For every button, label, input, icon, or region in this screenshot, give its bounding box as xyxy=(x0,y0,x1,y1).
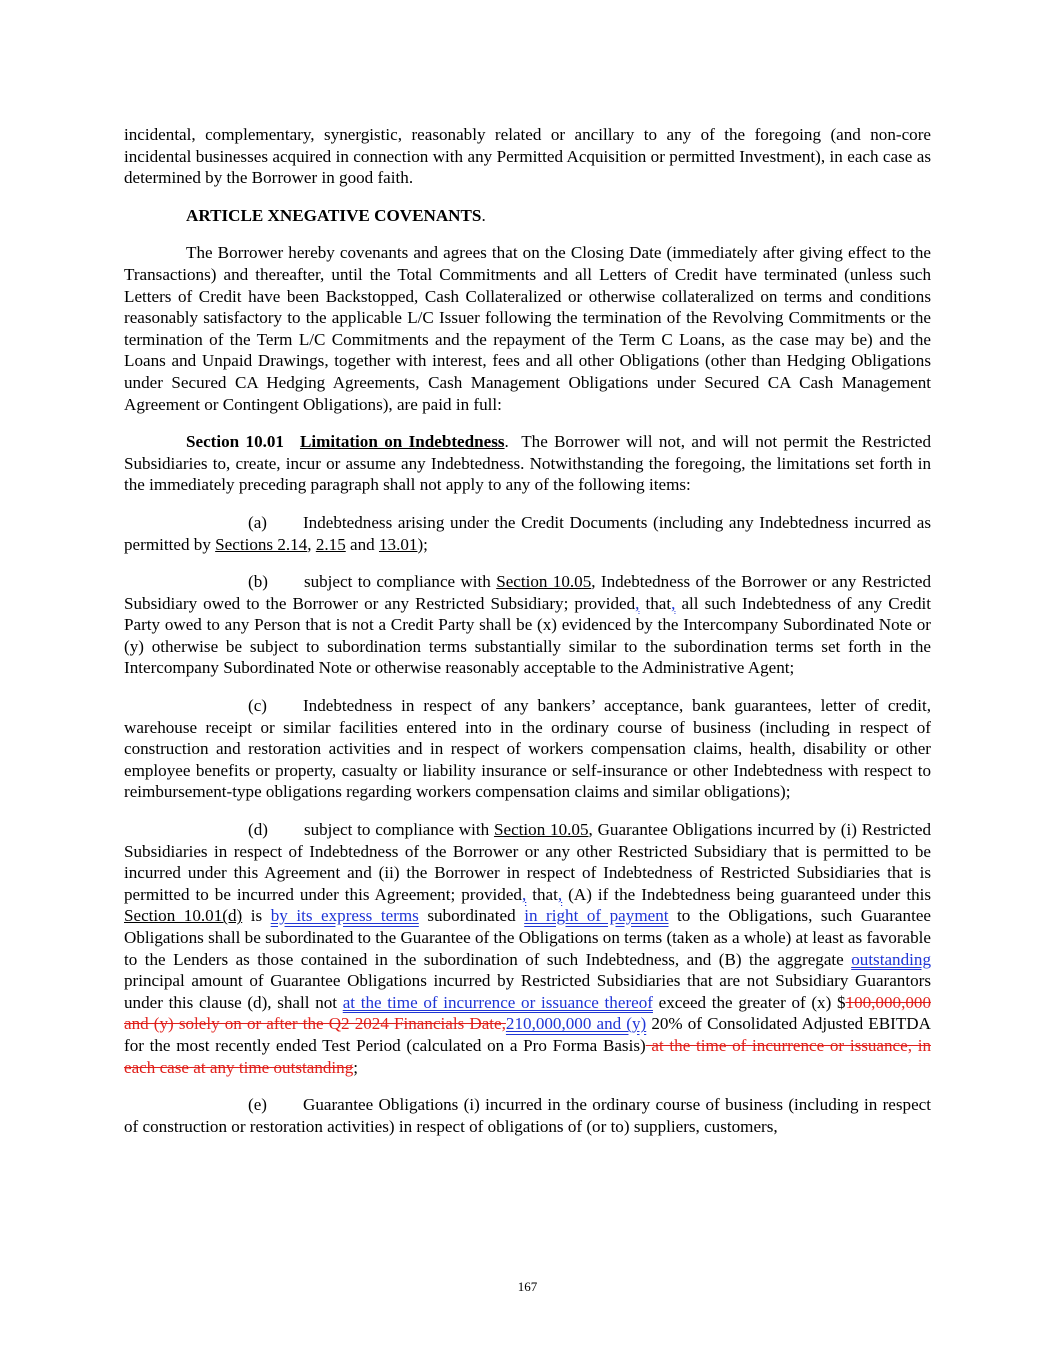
item-e-text: Guarantee Obligations (i) incurred in the ordinary course of business (including in respect of construction or restoration activities) in respect of obligations of (or to) suppliers, customers, xyxy=(124,1095,931,1136)
item-b-text-2: , Indebtedness of the Borrower or any Restricted Subsidiary owed to the Borrower or any Restricted Subsidiary; provided xyxy=(124,572,931,613)
cross-ref-2-15: 2.15 xyxy=(315,534,346,554)
deleted-text-time-of-incurrence: at the time of incurrence or issuance, in each case at any time outstanding xyxy=(124,1035,931,1077)
inserted-text-express-terms: by its express terms xyxy=(270,906,419,926)
item-a-text-2: , xyxy=(307,534,316,554)
item-b-label: (b) xyxy=(248,572,268,592)
inserted-comma: , xyxy=(671,593,676,613)
item-d-label: (d) xyxy=(248,820,268,840)
inserted-text-210m: 210,000,000 and (y) xyxy=(505,1014,647,1034)
document-page xyxy=(124,124,931,1153)
cross-ref-section-10-01-d: Section 10.01(d) xyxy=(124,906,243,926)
page-number: 167 xyxy=(517,1279,538,1294)
item-c-text: Indebtedness in respect of any bankers’ acceptance, bank guarantees, letter of credit, warehouse receipt or similar facilities entered into in the ordinary course of business (including in respect of construction and restoration activities and in respect of workers compensation claims, health, disability or other employee benefits or property, casualty or liability insurance or self-insurance or other Indebtedness with respect to reimbursement-type obligations regarding workers compensation claims and similar obligations); xyxy=(124,696,931,802)
item-e-paragraph xyxy=(124,1094,931,1137)
cross-ref-section-10-05: Section 10.05 xyxy=(493,820,589,840)
item-d-text-3: that xyxy=(526,884,558,904)
item-c-label: (c) xyxy=(248,696,267,716)
article-title-punct: . xyxy=(481,205,486,225)
item-d-text-8: principal amount of Guarantee Obligations incurred by Restricted Subsidiaries that are not Subsidiary Guarantors under this clause (d), shall not xyxy=(124,971,931,1012)
item-d-text-11: ; xyxy=(353,1057,359,1077)
inserted-comma: , xyxy=(635,593,640,613)
deleted-text-100m: 100,000,000 and (y) solely on or after the Q2 2024 Financials Date, xyxy=(124,992,931,1034)
item-d-text-7: to the Obligations, such Guarantee Obligations shall be subordinated to the Guarantee of the Obligations on terms (taken as a whole) at least as favorable to the Lenders as those contained in the subordination of such Indebtedness, and (B) the aggregate xyxy=(124,906,931,969)
item-d-text-5: is xyxy=(242,906,271,926)
item-a-label: (a) xyxy=(248,512,267,532)
inserted-text-outstanding: outstanding xyxy=(851,949,931,969)
item-d-text-9: exceed the greater of (x) $ xyxy=(652,992,846,1012)
section-title: Limitation on Indebtedness xyxy=(299,432,505,452)
item-c-paragraph xyxy=(124,695,931,803)
section-title-punct: . xyxy=(504,432,509,452)
item-d-text-2: , Guarantee Obligations incurred by (i) Restricted Subsidiaries in respect of Indebtedness of the Borrower or any other Restricted Subsidiary that is permitted to be incurred under this Agreement and (ii) the Borrower in respect of Indebtedness of Restricted Subsidiaries that is permitted to be incurred under this Agreement; provided xyxy=(124,820,931,904)
item-d-text-10: 20% of Consolidated Adjusted EBITDA for the most recently ended Test Period (calculated on a Pro Forma Basis) xyxy=(124,1014,931,1055)
item-b-text-3: that xyxy=(639,593,672,613)
covenant-intro-paragraph: The Borrower hereby covenants and agrees that on the Closing Date (immediately after giving effect to the Transactions) and thereafter, until the Total Commitments and all Letters of Credit have terminated (unless such Letters of Credit have been Backstopped, Cash Collateralized or otherwise collateralized on terms and conditions reasonably satisfactory to the applicable L/C Issuer following the termination of the Revolving Commitments or the termination of the Term L/C Commitments and the repayment of the Term C Loans, as the case may be) and the Loans and Unpaid Drawings, together with interest, fees and all other Obligations (other than Hedging Obligations under Secured CA Hedging Agreements, Cash Management Obligations under Secured CA Cash Management Agreement or Contingent Obligations), are paid in full: xyxy=(124,243,931,414)
item-d-paragraph xyxy=(124,819,931,1078)
item-e-label: (e) xyxy=(248,1095,267,1115)
article-title: ARTICLE XNEGATIVE COVENANTS xyxy=(186,205,482,225)
item-a-text-3: and xyxy=(345,534,379,554)
section-number: Section 10.01 xyxy=(186,432,284,452)
inserted-comma: , xyxy=(521,884,527,904)
section-10-01-paragraph xyxy=(124,431,931,496)
inserted-text-right-of-payment: in right of payment xyxy=(524,906,669,926)
cross-ref-section-10-05: Section 10.05 xyxy=(496,572,592,592)
item-a-text-4: ); xyxy=(417,534,428,554)
inserted-text-time-of-incurrence: at the time of incurrence or issuance thereof xyxy=(342,992,653,1012)
item-d-text-4: (A) if the Indebtedness being guaranteed under this xyxy=(562,884,932,904)
item-b-text-4: all such Indebtedness of any Credit Party owed to any Person that is not a Credit Party shall be (x) evidenced by the Intercompany Subordinated Note or (y) otherwise be subject to subordination terms substantially similar to the subordination terms set forth in the Intercompany Subordinated Note or otherwise reasonably acceptable to the Administrative Agent; xyxy=(124,593,931,678)
inserted-comma: , xyxy=(557,884,563,904)
intro-paragraph: incidental, complementary, synergistic, reasonably related or ancillary to any of the foregoing (and non-core incidental businesses acquired in connection with any Permitted Acquisition or permitted Investment), in each case as determined by the Borrower in good faith. xyxy=(124,125,931,188)
item-d-text-1: subject to compliance with xyxy=(303,820,494,840)
item-d-text-6: subordinated xyxy=(418,906,525,926)
section-body: The Borrower will not, and will not permit the Restricted Subsidiaries to, create, incur or assume any Indebtedness. Notwithstanding the foregoing, the limitations set forth in the immediately preceding paragraph shall not apply to any of the following items: xyxy=(124,432,931,495)
cross-ref-sections-2-14: Sections 2.14 xyxy=(215,534,308,554)
article-heading xyxy=(124,205,931,227)
item-a-paragraph xyxy=(124,512,931,555)
cross-ref-13-01: 13.01 xyxy=(378,534,418,554)
item-b-text-1: subject to compliance with xyxy=(303,572,497,592)
item-b-paragraph xyxy=(124,571,931,679)
item-a-text-1: Indebtedness arising under the Credit Documents (including any Indebtedness incurred as permitted by xyxy=(124,512,931,554)
